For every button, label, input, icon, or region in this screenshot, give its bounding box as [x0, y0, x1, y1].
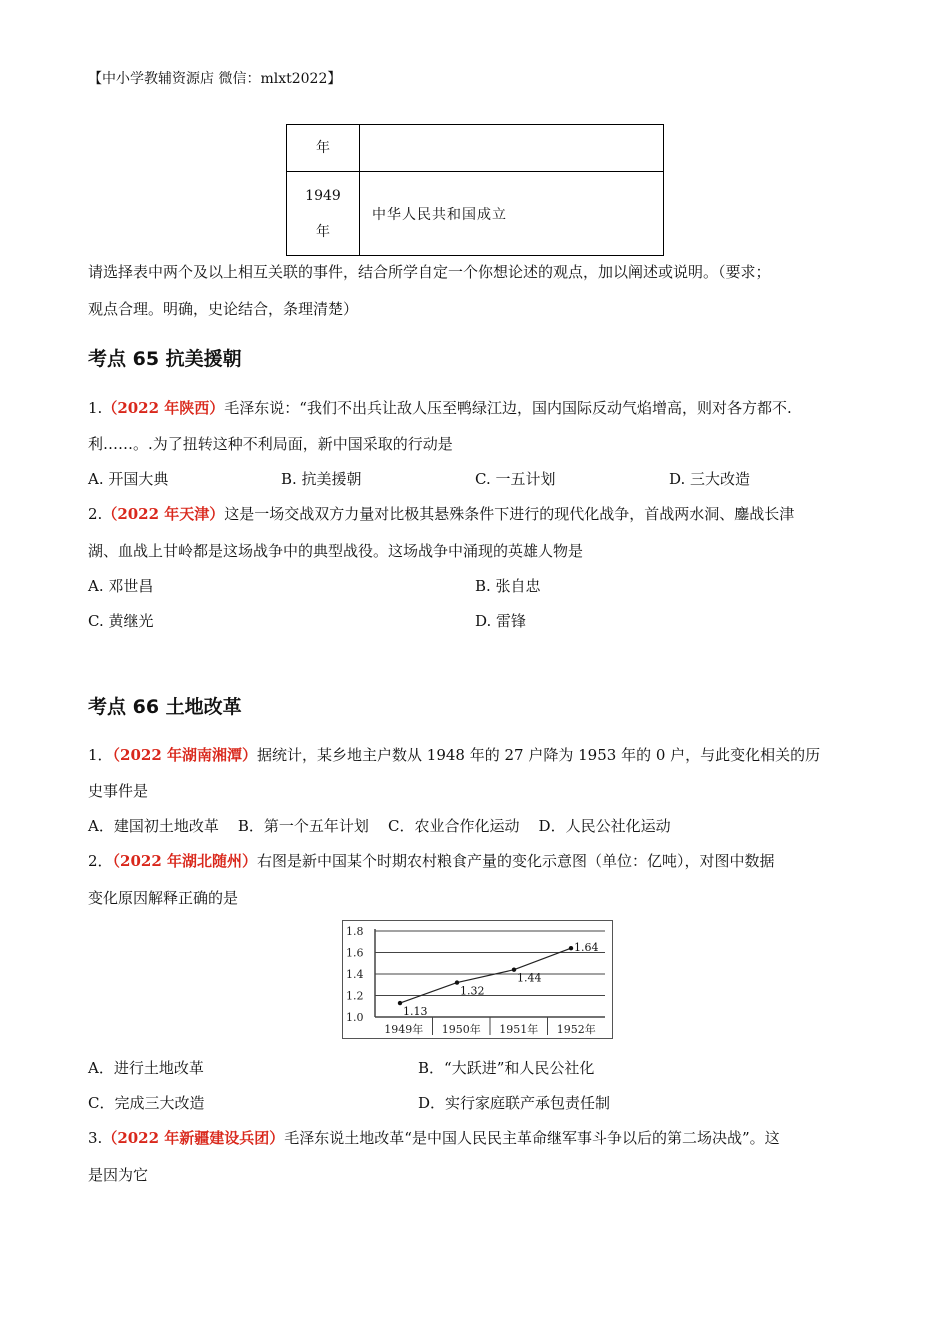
- q66-1-line-1: [88, 745, 820, 765]
- source-tag: （2022 年新疆建设兵团）: [102, 1129, 285, 1147]
- y-tick-label: 1.4: [346, 968, 364, 981]
- question-number: 3.: [88, 1129, 103, 1147]
- question-number: 2．: [88, 852, 113, 870]
- option-b: B. 抗美援朝: [281, 470, 362, 488]
- q66-1-line-2: 史事件是: [88, 782, 149, 800]
- q66-2-line-2: 变化原因解释正确的是: [88, 889, 239, 907]
- y-tick-label: 1.8: [346, 925, 364, 938]
- section-65-title: 考点 65 抗美援朝: [88, 348, 242, 370]
- data-point: [455, 980, 459, 984]
- source-tag: （2022 年湖北随州）: [112, 852, 258, 870]
- source-tag: （2022 年陕西）: [102, 399, 225, 417]
- question-text: 右图是新中国某个时期农村粮食产量的变化示意图（单位：亿吨），对图中数据: [257, 852, 775, 870]
- year-cell: [287, 172, 360, 256]
- page-header: 【中小学教辅资源店 微信：mlxt2022】: [88, 71, 342, 87]
- data-label: 1.32: [460, 984, 485, 998]
- option-b: B．“大跃进”和人民公社化: [418, 1059, 595, 1077]
- q65-2-line-1: [88, 504, 794, 524]
- source-tag: （2022 年湖南湘潭）: [112, 746, 258, 764]
- y-tick-label: 1.0: [346, 1011, 364, 1024]
- data-point: [398, 1001, 402, 1005]
- x-tick-label: 1949年: [384, 1023, 424, 1036]
- data-point: [512, 968, 516, 972]
- data-point: [569, 946, 573, 950]
- q66-3-line-1: [88, 1128, 780, 1148]
- option-d: D. 雷锋: [475, 612, 527, 630]
- x-tick-label: 1952年: [556, 1023, 596, 1036]
- event-cell: [360, 125, 664, 172]
- table-row: [287, 125, 664, 172]
- question-text: 毛泽东说土地改革“是中国人民民主革命继军事斗争以后的第二场决战”。这: [284, 1129, 780, 1147]
- option-d: D. 三大改造: [669, 470, 751, 488]
- year-number: 1949: [305, 187, 341, 204]
- option-c: C. 一五计划: [475, 470, 556, 488]
- x-tick-label: 1950年: [441, 1023, 481, 1036]
- question-text: 据统计，某乡地主户数从 1948 年的 27 户降为 1953 年的 0 户，与此变化相关的历: [257, 746, 821, 764]
- option-a: A．进行土地改革: [88, 1059, 204, 1077]
- option-b: B. 张自忠: [475, 577, 541, 595]
- data-label: 1.44: [517, 971, 542, 985]
- option-c: C. 黄继光: [88, 612, 154, 630]
- source-tag: （2022 年天津）: [102, 505, 225, 523]
- table-row: [287, 172, 664, 256]
- option-a: A. 邓世昌: [88, 577, 154, 595]
- data-label: 1.64: [574, 941, 599, 955]
- q66-3-line-2: 是因为它: [88, 1166, 149, 1184]
- question-number: 1.: [88, 399, 103, 417]
- question-number: 2.: [88, 505, 103, 523]
- q65-2-line-2: 湖、血战上甘岭都是这场战争中的典型战役。这场战争中涌现的英雄人物是: [88, 542, 584, 560]
- grain-output-chart: [342, 920, 613, 1039]
- option-a: A. 开国大典: [88, 470, 169, 488]
- event-cell: 中华人民共和国成立: [360, 172, 664, 256]
- q65-1-line-1: [88, 398, 792, 418]
- section-66-title: 考点 66 土地改革: [88, 696, 242, 718]
- option-d: D．实行家庭联产承包责任制: [418, 1094, 611, 1112]
- q66-2-line-1: [88, 851, 775, 871]
- timeline-table: [286, 124, 664, 256]
- q66-1-options: A．建国初土地改革 B．第一个五年计划 C．农业合作化运动 D．人民公社化运动: [88, 817, 671, 835]
- chart-svg: [343, 921, 612, 1038]
- question-number: 1．: [88, 746, 113, 764]
- option-c: C．完成三大改造: [88, 1094, 205, 1112]
- year-cell: 年: [287, 125, 360, 172]
- question-text: 这是一场交战双方力量对比极其悬殊条件下进行的现代化战争，首战两水洞、鏖战长津: [224, 505, 795, 523]
- y-tick-label: 1.2: [346, 989, 364, 1003]
- q65-1-line-2: 利……。.为了扭转这种不利局面，新中国采取的行动是: [88, 435, 453, 453]
- x-tick-label: 1951年: [499, 1023, 539, 1036]
- intro-line-1: 请选择表中两个及以上相互关联的事件，结合所学自定一个你想论述的观点，加以阐述或说明。（要求；: [88, 263, 771, 281]
- series-line: [400, 948, 571, 1003]
- y-tick-label: 1.6: [346, 946, 364, 960]
- year-suffix: 年: [316, 223, 330, 240]
- intro-line-2: 观点合理。明确，史论结合，条理清楚）: [88, 300, 359, 318]
- question-text: 毛泽东说：“我们不出兵让敌人压至鸭绿江边，国内国际反动气焰增高，则对各方都不.: [224, 399, 792, 417]
- data-label: 1.13: [403, 1005, 428, 1019]
